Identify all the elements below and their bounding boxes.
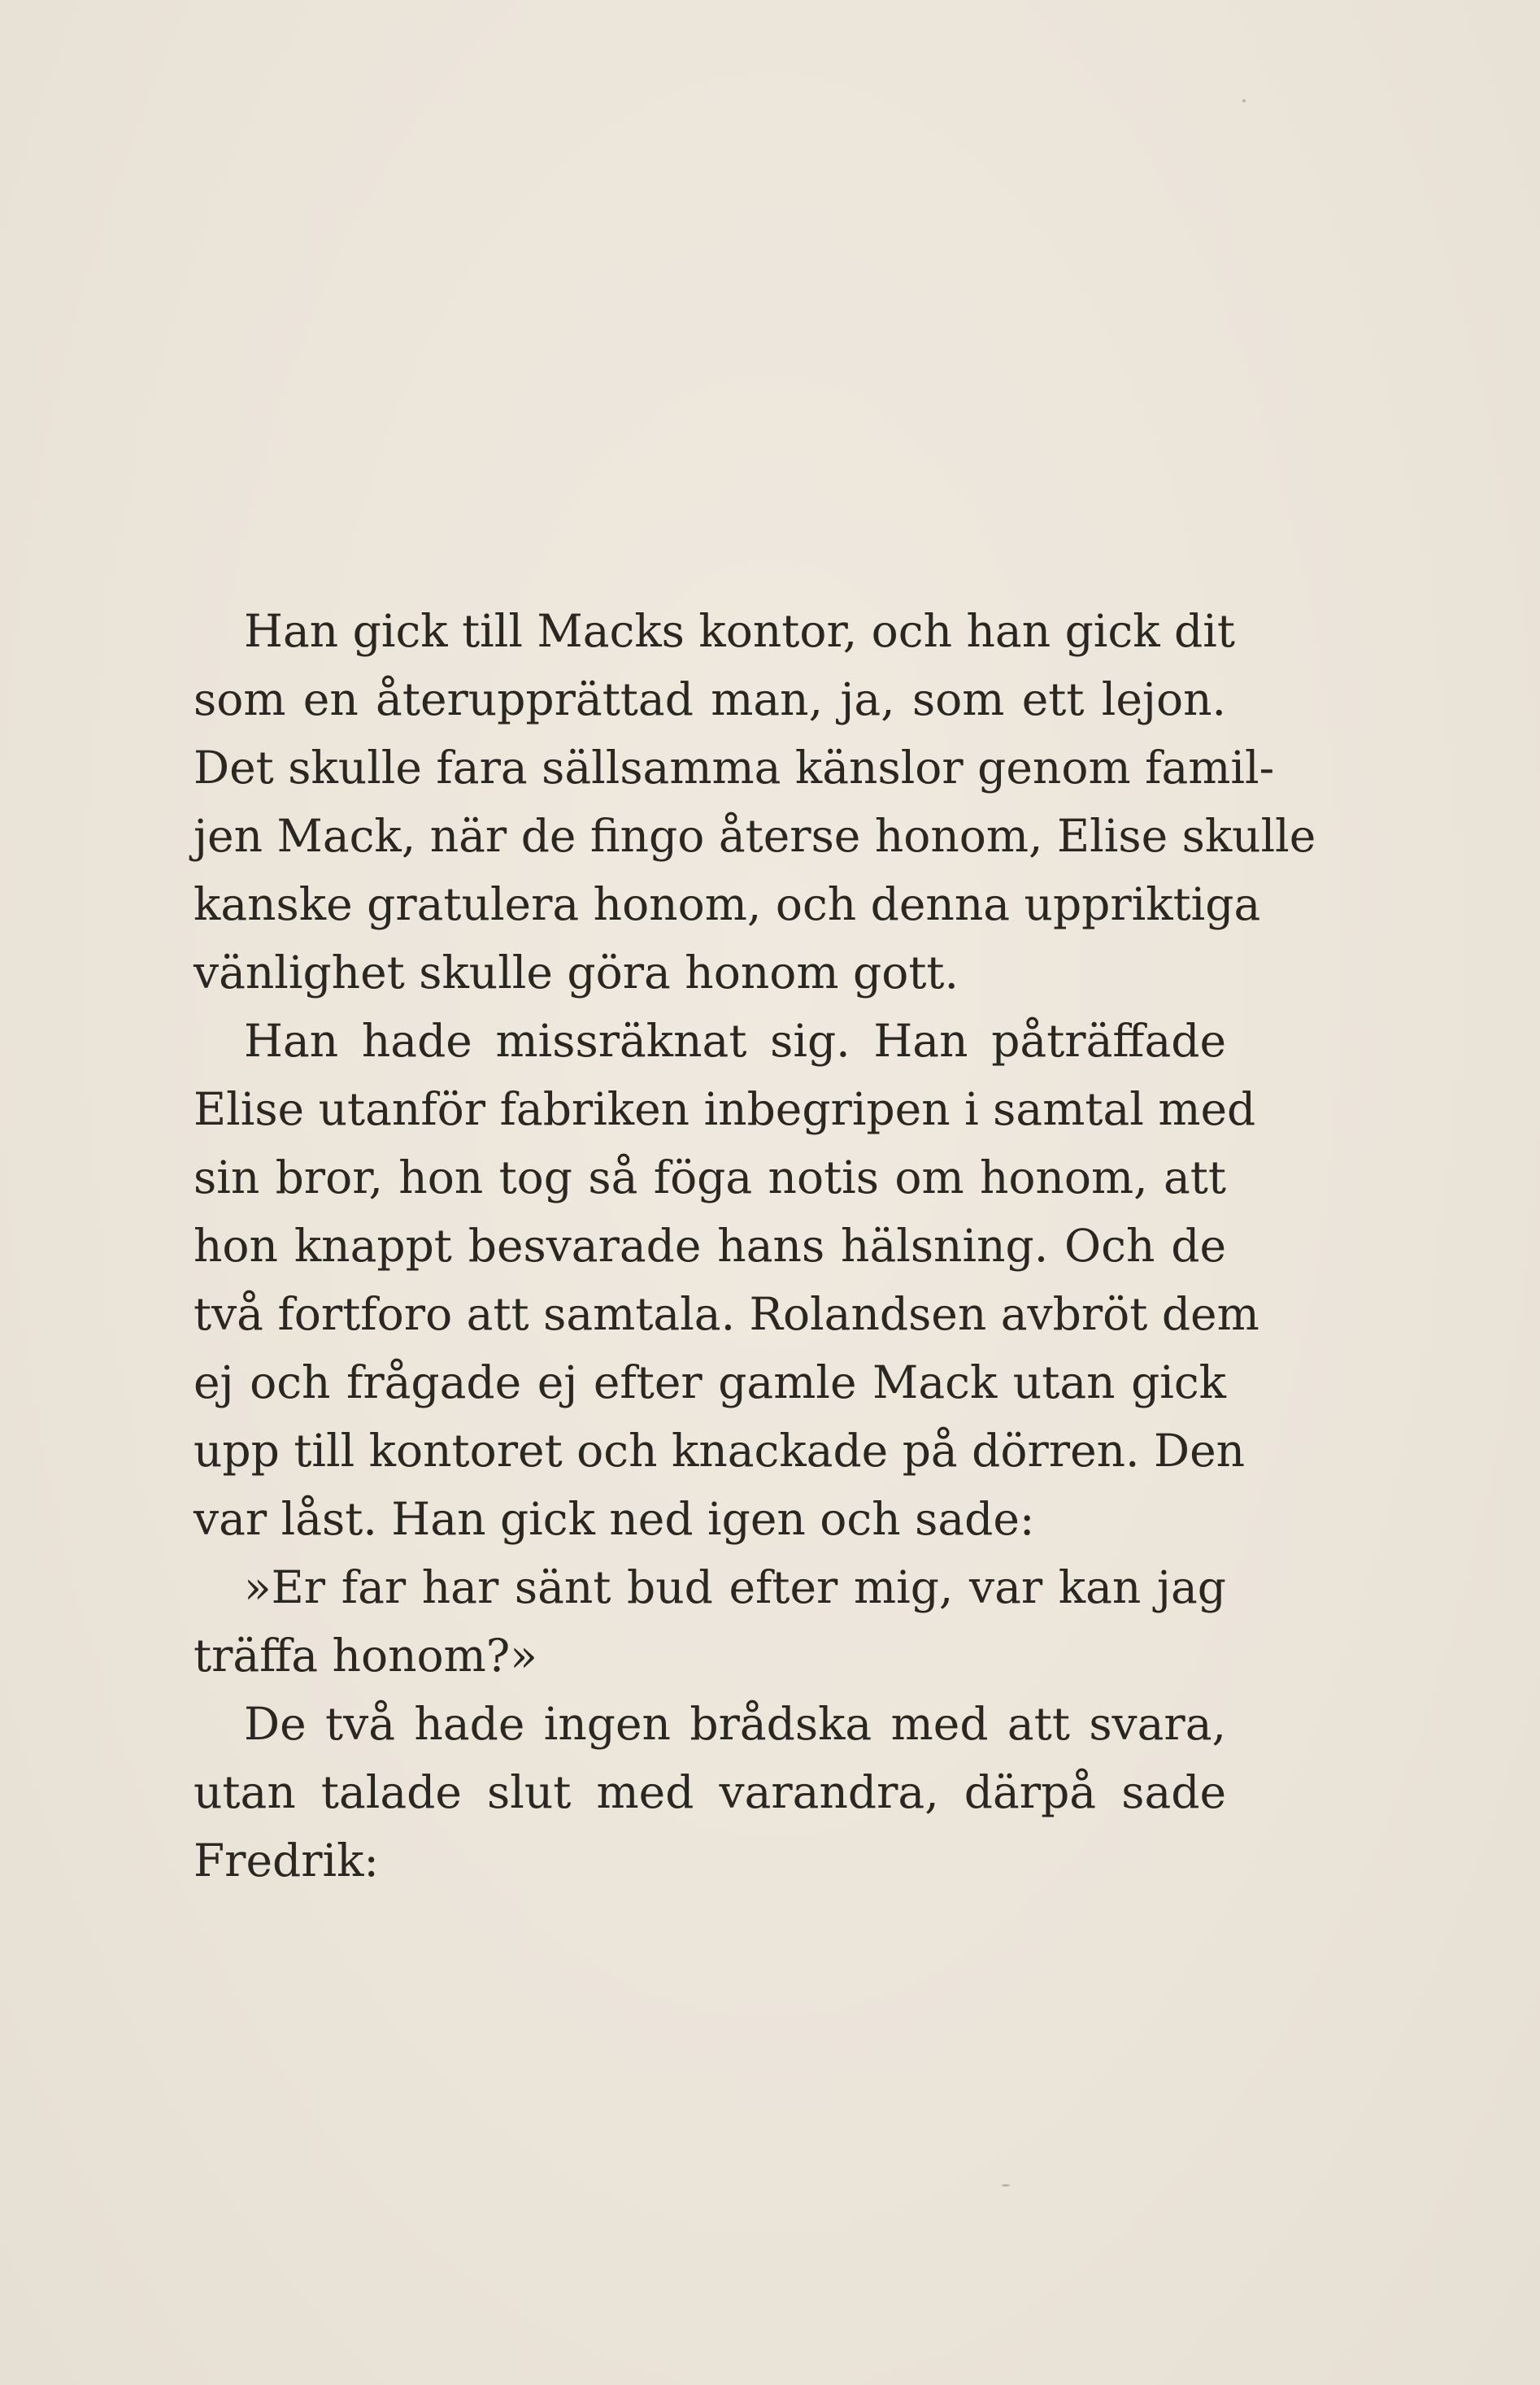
text-line: vänlighet skulle göra honom gott. [194,947,959,999]
text-line: Det skulle fara sällsamma känslor genom famil- [194,742,1275,794]
text-line: jen Mack, när de fingo återse honom, Elise skulle [194,810,1316,862]
text-line: Elise utanför fabriken inbegripen i samtal med [194,1083,1256,1135]
text-line: var låst. Han gick ned igen och sade: [194,1493,1035,1545]
page-text [194,597,1316,1895]
text-line: Han hade missräknat sig. Han påträffade [244,1015,1226,1067]
paper-speck [1002,2184,1010,2187]
text-line: kanske gratulera honom, och denna uppriktiga [194,878,1261,930]
text-line: träffa honom?» [194,1630,537,1682]
text-line: två fortforo att samtala. Rolandsen avbröt dem [194,1288,1259,1340]
text-line: som en återupprättad man, ja, som ett lejon. [194,673,1226,725]
text-line: utan talade slut med varandra, därpå sade [194,1766,1226,1818]
text-line: hon knappt besvarade hans hälsning. Och de [194,1220,1226,1272]
paper-speck [1242,99,1246,102]
text-line: »Er far har sänt bud efter mig, var kan jag [244,1561,1226,1613]
text-line: ej och frågade ej efter gamle Mack utan gick [194,1356,1226,1408]
text-line: Han gick till Macks kontor, och han gick dit [244,605,1235,657]
text-line: Fredrik: [194,1834,379,1887]
text-line: upp till kontoret och knackade på dörren. Den [194,1425,1246,1477]
text-line: De två hade ingen brådska med att svara, [244,1698,1226,1750]
text-line: sin bror, hon tog så föga notis om honom, att [194,1151,1226,1203]
